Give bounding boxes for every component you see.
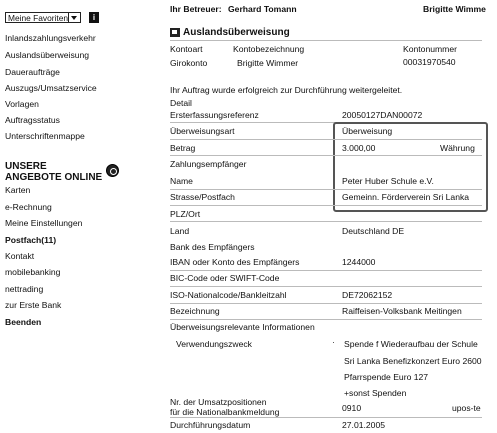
name-value: Peter Huber Schule e.V.: [342, 176, 434, 186]
iso-label: ISO-Nationalcode/Bankleitzahl: [170, 290, 287, 300]
ueberweisungsart-label: Überweisungsart: [170, 126, 235, 136]
umsatz-label-line2: für die Nationalbankmeldung: [170, 407, 280, 417]
waehrung-label: Währung: [440, 143, 475, 153]
ersterfassungsreferenz-label: Ersterfassungsreferenz: [170, 110, 259, 120]
sidebar-item-einstellungen[interactable]: Meine Einstellungen: [5, 218, 83, 228]
favorites-select-value: Meine Favoriten: [8, 13, 69, 23]
bezeichnung-value: Raiffeisen-Volksbank Meitingen: [342, 306, 462, 316]
betrag-value: 3.000,00: [342, 143, 376, 153]
durchfuehrungsdatum-label: Durchführungsdatum: [170, 420, 251, 430]
verwendungszweck-line-3: Pfarrspende Euro 127: [344, 372, 429, 382]
offers-heading-line2: ANGEBOTE ONLINE: [5, 172, 103, 183]
sidebar-item-e-rechnung[interactable]: e-Rechnung: [5, 202, 52, 212]
iso-value: DE72062152: [342, 290, 393, 300]
book-icon[interactable]: i: [89, 12, 99, 23]
detail-label: Detail: [170, 98, 192, 108]
account-number-link[interactable]: 00031970540: [403, 57, 456, 67]
sidebar-item-mobilebanking[interactable]: mobilebanking: [5, 267, 61, 277]
sidebar-item-vorlagen[interactable]: Vorlagen: [5, 99, 39, 109]
divider: [170, 417, 482, 418]
divider: [170, 221, 482, 222]
divider: [170, 40, 482, 41]
sidebar-item-inlandszahlungsverkehr[interactable]: Inlandszahlungsverkehr: [5, 33, 96, 43]
sidebar-item-beenden[interactable]: Beenden: [5, 317, 42, 327]
col-header-kontobezeichnung: Kontobezeichnung: [233, 44, 305, 54]
transfer-form-icon: [170, 28, 180, 37]
verwendungszweck-line-1: Spende f Wiederaufbau der Schule: [344, 339, 478, 349]
strasse-label: Strasse/Postfach: [170, 192, 235, 202]
umsatz-label-line1: Nr. der Umsatzpositionen: [170, 397, 267, 407]
umsatz-value: 0910: [342, 403, 362, 413]
user-name: Brigitte Wimme: [423, 4, 486, 14]
betreuer-label: Ihr Betreuer:: [170, 4, 222, 14]
iban-label: IBAN oder Konto des Empfängers: [170, 257, 300, 267]
land-label: Land: [170, 226, 190, 236]
sidebar-item-karten[interactable]: Karten: [5, 185, 31, 195]
chevron-down-icon[interactable]: [68, 13, 80, 22]
verwendungszweck-label: Verwendungszweck: [176, 339, 252, 349]
account-type: Girokonto: [170, 58, 208, 68]
sidebar-item-auftragsstatus[interactable]: Auftragsstatus: [5, 115, 60, 125]
verwendungszweck-line-4: +sonst Spenden: [344, 388, 407, 398]
favorites-select[interactable]: [5, 12, 81, 23]
umsatz-extra: upos-te: [452, 403, 481, 413]
divider: [170, 205, 482, 206]
iban-value: 1244000: [342, 257, 376, 267]
name-label: Name: [170, 176, 193, 186]
sidebar-item-dauerauftraege[interactable]: Daueraufträge: [5, 67, 60, 77]
bic-label: BIC-Code oder SWIFT-Code: [170, 273, 280, 283]
bank-logo-icon: [106, 164, 119, 177]
bezeichnung-label: Bezeichnung: [170, 306, 220, 316]
sidebar-item-postfach[interactable]: Postfach(11): [5, 235, 57, 245]
ueberweisungsart-value: Überweisung: [342, 126, 393, 136]
sidebar-item-auslandsueberweisung[interactable]: Auslandsüberweisung: [5, 50, 90, 60]
col-header-kontoart: Kontoart: [170, 44, 203, 54]
betrag-label: Betrag: [170, 143, 196, 153]
land-value: Deutschland DE: [342, 226, 405, 236]
divider: [170, 155, 482, 156]
divider: [170, 139, 482, 140]
plz-label: PLZ/Ort: [170, 209, 201, 219]
strasse-value: Gemeinn. Förderverein Sri Lanka: [342, 192, 470, 202]
sidebar-item-erste-bank[interactable]: zur Erste Bank: [5, 300, 62, 310]
bank-empfaenger-label: Bank des Empfängers: [170, 242, 255, 252]
sidebar-item-unterschriftenmappe[interactable]: Unterschriftenmappe: [5, 131, 85, 141]
bullet-mark: ·: [332, 337, 335, 347]
verwendungszweck-line-2: Sri Lanka Benefizkonzert Euro 2600: [344, 356, 482, 366]
divider: [170, 270, 482, 271]
account-name: Brigitte Wimmer: [237, 58, 299, 68]
col-header-kontonummer: Kontonummer: [403, 44, 457, 54]
sidebar-item-kontakt[interactable]: Kontakt: [5, 251, 35, 261]
ersterfassungsreferenz-value: 20050127DAN00072: [342, 110, 423, 120]
section-title: Auslandsüberweisung: [183, 27, 290, 38]
offers-heading-line1: UNSERE: [5, 161, 47, 172]
success-message: Ihr Auftrag wurde erfolgreich zur Durchführung weitergeleitet.: [170, 85, 403, 95]
divider: [170, 189, 482, 190]
sidebar-item-nettrading[interactable]: nettrading: [5, 284, 44, 294]
zahlungsempfaenger-label: Zahlungsempfänger: [170, 159, 247, 169]
betreuer-name-link[interactable]: Gerhard Tomann: [228, 4, 297, 14]
divider: [170, 319, 482, 320]
relevante-info-label: Überweisungsrelevante Informationen: [170, 322, 315, 332]
sidebar-item-auszugsservice[interactable]: Auszugs/Umsatzservice: [5, 83, 97, 93]
divider: [170, 303, 482, 304]
durchfuehrungsdatum-value: 27.01.2005: [342, 420, 386, 430]
divider: [170, 286, 482, 287]
